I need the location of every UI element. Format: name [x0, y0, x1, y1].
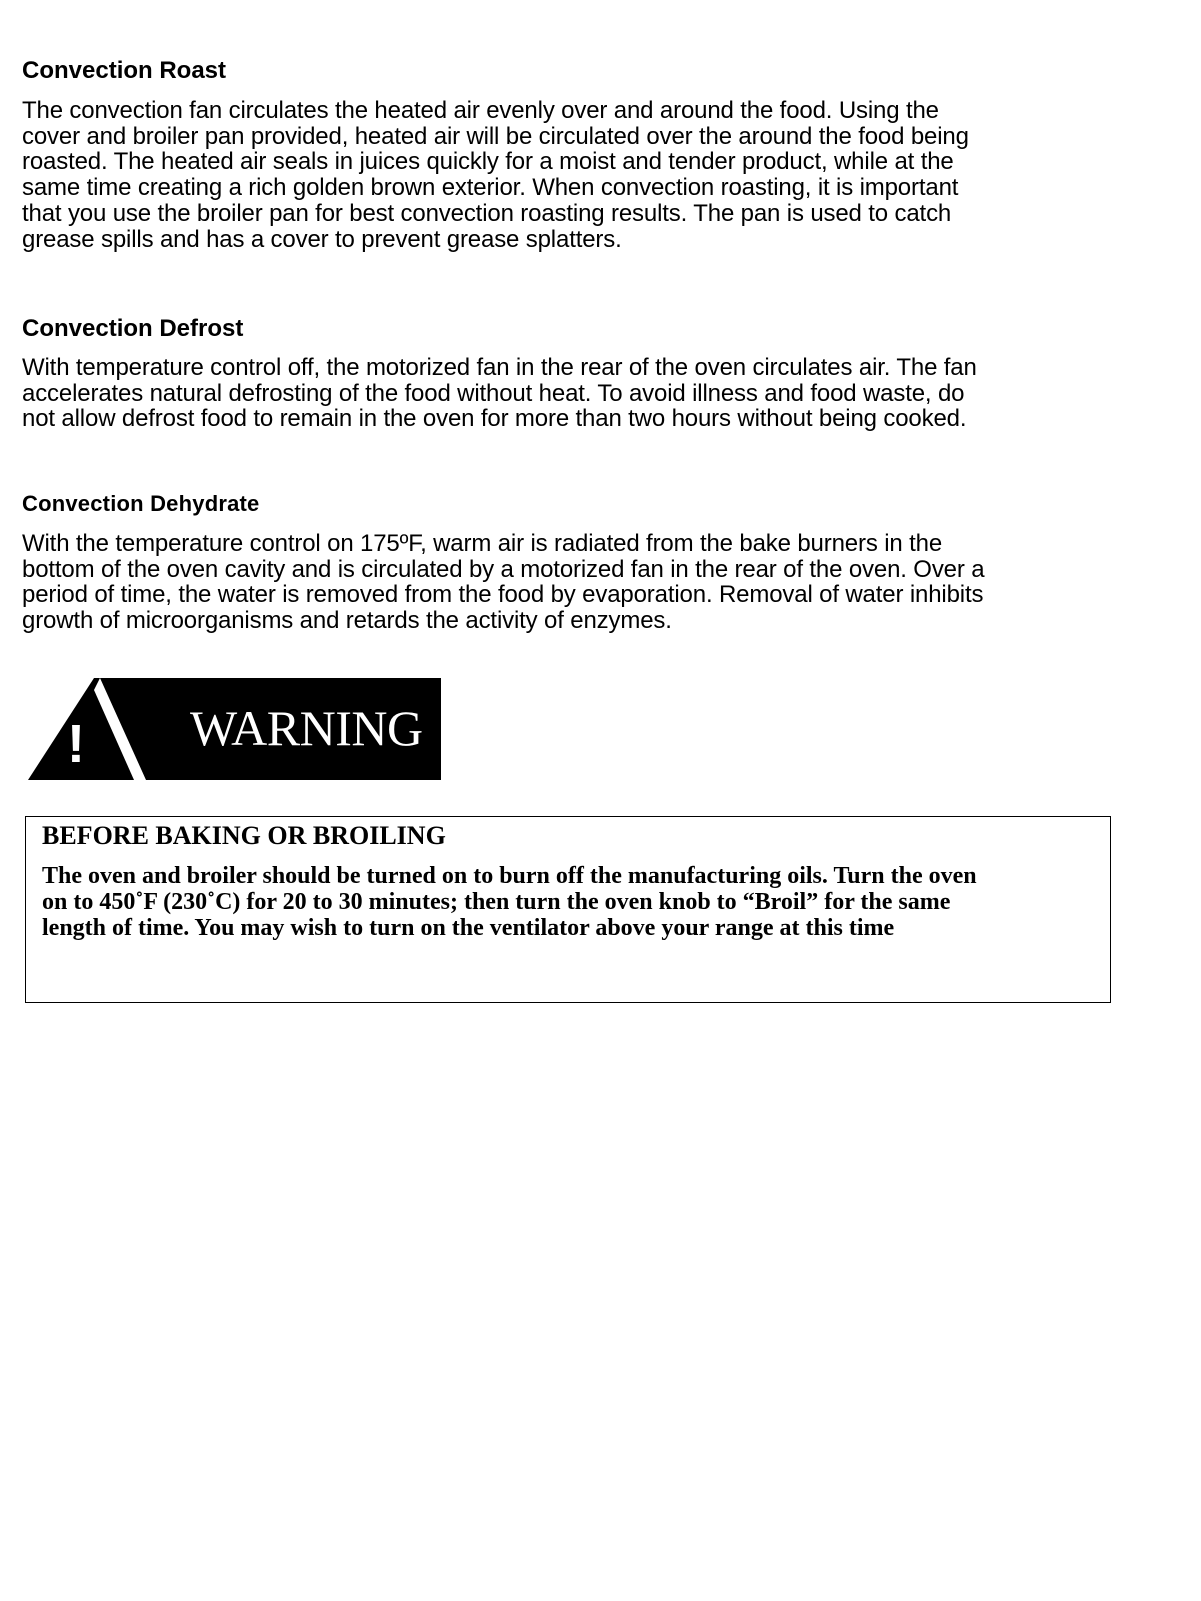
section-convection-defrost — [22, 315, 1142, 432]
warning-text: WARNING — [190, 700, 423, 756]
paragraph-line: grease spills and has a cover to prevent grease splatters. — [22, 225, 622, 253]
paragraph-line: The convection fan circulates the heated air evenly over and around the food. Using the — [22, 97, 939, 124]
notice-box — [25, 816, 1111, 1003]
notice-line: on to 450˚F (230˚C) for 20 to 30 minutes; then turn the oven knob to “Broil” for the same — [42, 889, 951, 915]
paragraph-line: bottom of the oven cavity and is circulated by a motorized fan in the rear of the oven. Over a — [22, 555, 985, 583]
notice-body — [42, 863, 1102, 941]
notice-line: The oven and broiler should be turned on to burn off the manufacturing oils. Turn the oven — [42, 863, 977, 889]
paragraph-line: same time creating a rich golden brown exterior. When convection roasting, it is important — [22, 174, 959, 202]
paragraph-line: With the temperature control on 175ºF, warm air is radiated from the bake burners in the — [22, 530, 943, 557]
paragraph-line: growth of microorganisms and retards the activity of enzymes. — [22, 607, 672, 635]
section-heading: Convection Defrost — [22, 315, 244, 342]
paragraph-line: cover and broiler pan provided, heated air will be circulated over the around the food being — [22, 122, 969, 150]
paragraph-line: not allow defrost food to remain in the oven for more than two hours without being cooked. — [22, 405, 967, 433]
exclamation-mark: ! — [67, 714, 85, 774]
notice-title: BEFORE BAKING OR BROILING — [42, 821, 446, 850]
section-paragraph — [22, 531, 1142, 634]
paragraph-line: roasted. The heated air seals in juices quickly for a moist and tender product, while at the — [22, 148, 954, 176]
section-paragraph — [22, 355, 1142, 432]
section-heading: Convection Roast — [22, 57, 227, 84]
paragraph-line: accelerates natural defrosting of the food without heat. To avoid illness and food waste, do — [22, 379, 965, 407]
paragraph-line: that you use the broiler pan for best convection roasting results. The pan is used to catch — [22, 199, 952, 227]
section-paragraph — [22, 98, 1142, 252]
warning-label — [28, 678, 441, 780]
section-convection-roast — [22, 57, 1142, 252]
section-convection-dehydrate — [22, 490, 1142, 634]
paragraph-line: period of time, the water is removed from the food by evaporation. Removal of water inhibits — [22, 581, 984, 609]
paragraph-line: With temperature control off, the motorized fan in the rear of the oven circulates air. The fan — [22, 354, 977, 381]
notice-line: length of time. You may wish to turn on the ventilator above your range at this time — [42, 915, 895, 941]
section-heading: Convection Dehydrate — [22, 491, 260, 516]
